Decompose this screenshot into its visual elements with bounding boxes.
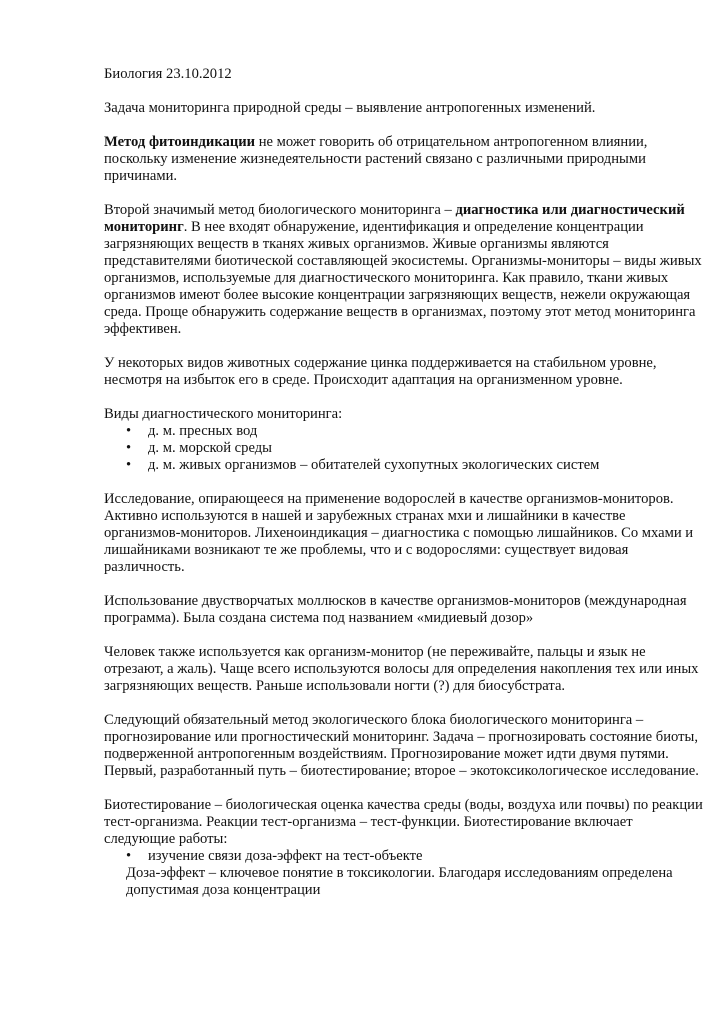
paragraph-mollusks: Использование двустворчатых моллюсков в качестве организмов-мониторов (международная программа). Была создана система под названием «мидиевый дозор» [104, 593, 687, 626]
paragraph-diagnostic-monitoring [104, 202, 704, 338]
paragraph-diagnostic-text: . В нее входят обнаружение, идентификация и определение концентрации загрязняющих веществ в тканях живых организмов. Живые организмы являются представителями биотической составляющей экосистемы. Организмы-мониторы – виды живых организмов, используемые для диагностического мониторинга. Как правило, ткани живых организмов имеют более высокие концентрации загрязняющих веществ, нежели окружающая среда. Проще обнаружить содержание веществ в организмах, поэтому этот метод мониторинга эффективен. [104, 219, 702, 337]
paragraph-human-monitor: Человек также используется как организм-монитор (не переживайте, пальцы и язык не отрезают, а жаль). Чаще всего используются волосы для определения накопления тех или иных загрязняющих веществ. Раньше использовали ногти (?) для биосубстрата. [104, 644, 699, 694]
list-item: • д. м. пресных вод [104, 423, 704, 440]
paragraph-prognostic-monitoring: Следующий обязательный метод экологического блока биологического мониторинга – прогнозирование или прогностический мониторинг. Задача – прогнозировать состояние биоты, подверженной антропогенным воздействиям. Прогнозирование может идти двумя путями. Первый, разработанный путь – биотестирование; второе – экотоксикологическое исследование. [104, 712, 699, 779]
paragraph-monitoring-task: Задача мониторинга природной среды – выявление антропогенных изменений. [104, 100, 596, 116]
paragraph-zinc: У некоторых видов животных содержание цинка поддерживается на стабильном уровне, несмотря на избыток его в среде. Происходит адаптация на организменном уровне. [104, 355, 657, 388]
term-phytoindication: Метод фитоиндикации [104, 134, 256, 150]
paragraph-diagnostic-intro: Второй значимый метод биологического мониторинга – [104, 202, 456, 218]
paragraph-biotesting: Биотестирование – биологическая оценка качества среды (воды, воздуха или почвы) по реакции тест-организма. Реакции тест-организма – тест-функции. Биотестирование включает следующие работы: [104, 797, 703, 847]
list-item: • д. м. морской среды [104, 440, 704, 457]
document-page [104, 66, 704, 899]
paragraph-phytoindication [104, 134, 704, 185]
list-intro-diagnostic-types: Виды диагностического мониторинга: [104, 406, 343, 422]
paragraph-dose-effect: Доза-эффект – ключевое понятие в токсикологии. Благодаря исследованиям определена допустимая доза концентрации [126, 865, 673, 898]
paragraph-phytoindication-text: не может говорить об отрицательном антропогенном влиянии, поскольку изменение жизнедеятельности растений связано с различными природными причинами. [104, 134, 648, 184]
diagnostic-types-list [104, 423, 704, 474]
term-diagnostic-monitoring: диагностика или диагностический мониторинг [104, 202, 685, 235]
document-title: Биология 23.10.2012 [104, 66, 232, 82]
list-item: • д. м. живых организмов – обитателей сухопутных экологических систем [104, 457, 704, 474]
paragraph-algae-lichens: Исследование, опирающееся на применение водорослей в качестве организмов-мониторов. Активно используются в нашей и зарубежных странах мхи и лишайники в качестве организмов-мониторов. Лихеноиндикация – диагностика с помощью лишайников. Со мхами и лишайниками возникают те же проблемы, что и с водорослями: существует видовая различность. [104, 491, 694, 575]
biotesting-works-list [104, 848, 704, 865]
list-item: • изучение связи доза-эффект на тест-объекте [104, 848, 704, 865]
